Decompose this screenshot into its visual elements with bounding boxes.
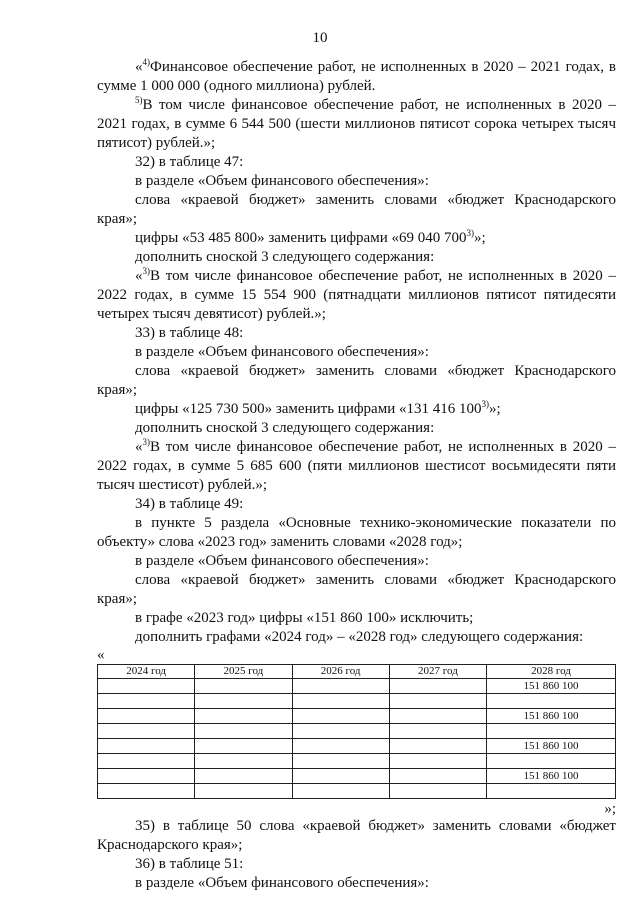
paragraph xyxy=(97,495,616,514)
table-cell xyxy=(98,769,195,784)
paragraph xyxy=(97,628,616,647)
paragraph xyxy=(97,324,616,343)
paragraph-text: слова «краевой бюджет» заменить словами «бюджет Краснодарского края»; xyxy=(97,572,616,607)
paragraph xyxy=(97,153,616,172)
table-cell xyxy=(292,754,389,769)
paragraph-text: В том числе финансовое обеспечение работ, не исполненных в 2020 – 2021 годах, в сумме 6 544 500 (шести миллионов пятисот сорока четырех тысяч пятисот) рублей.»; xyxy=(97,97,616,151)
table-cell xyxy=(98,709,195,724)
budget-years-table xyxy=(97,664,616,799)
paragraph xyxy=(97,438,616,495)
table-cell: 151 860 100 xyxy=(487,769,616,784)
paragraph-text: в разделе «Объем финансового обеспечения»: xyxy=(135,875,429,891)
paragraph xyxy=(97,362,616,400)
paragraph xyxy=(97,571,616,609)
table-cell xyxy=(389,694,486,709)
table-cell xyxy=(195,784,292,799)
footnote-marker: 3) xyxy=(142,437,150,447)
table-cell xyxy=(98,754,195,769)
column-header: 2027 год xyxy=(389,665,486,679)
paragraph-text: 32) в таблице 47: xyxy=(135,154,244,170)
table-cell xyxy=(195,709,292,724)
paragraph xyxy=(97,855,616,874)
table-row xyxy=(98,679,616,694)
table-cell xyxy=(292,724,389,739)
table-row xyxy=(98,769,616,784)
paragraph xyxy=(97,172,616,191)
paragraph xyxy=(97,514,616,552)
footnote-marker: 3) xyxy=(466,228,474,238)
table-cell xyxy=(389,769,486,784)
paragraph-text: в разделе «Объем финансового обеспечения»: xyxy=(135,173,429,189)
open-quote: « xyxy=(135,268,143,284)
table-cell xyxy=(292,679,389,694)
table-cell xyxy=(195,724,292,739)
column-header: 2026 год xyxy=(292,665,389,679)
column-header: 2024 год xyxy=(98,665,195,679)
table-cell xyxy=(389,739,486,754)
paragraph-text: в разделе «Объем финансового обеспечения»: xyxy=(135,344,429,360)
paragraph xyxy=(97,191,616,229)
paragraph xyxy=(97,552,616,571)
paragraph xyxy=(97,96,616,153)
table-row xyxy=(98,724,616,739)
column-header: 2025 год xyxy=(195,665,292,679)
table-cell xyxy=(292,694,389,709)
amendments-top xyxy=(97,58,616,647)
paragraph-text: в графе «2023 год» цифры «151 860 100» исключить; xyxy=(135,610,474,626)
paragraph-text: цифры «125 730 500» заменить цифрами «131 416 100 xyxy=(135,401,482,417)
table-cell xyxy=(195,679,292,694)
table-row xyxy=(98,694,616,709)
page-number: 10 xyxy=(312,30,328,46)
paragraph-text: »; xyxy=(489,401,501,417)
paragraph-text: 33) в таблице 48: xyxy=(135,325,244,341)
paragraph xyxy=(97,609,616,628)
table-cell xyxy=(98,784,195,799)
table-cell xyxy=(98,724,195,739)
table-cell xyxy=(487,754,616,769)
table-row xyxy=(98,739,616,754)
table-cell: 151 860 100 xyxy=(487,679,616,694)
amendments-bottom xyxy=(97,817,616,893)
column-header: 2028 год xyxy=(487,665,616,679)
paragraph-text: »; xyxy=(474,230,486,246)
table-close-quote: »; xyxy=(604,801,616,817)
paragraph-text: В том числе финансовое обеспечение работ, не исполненных в 2020 – 2022 годах, в сумме 15 554 900 (пятнадцати миллионов пятисот пятидесяти четырех тысяч девятисот) рублей.»; xyxy=(97,268,616,322)
table-cell xyxy=(389,679,486,694)
table-row xyxy=(98,754,616,769)
paragraph-text: 36) в таблице 51: xyxy=(135,856,244,872)
paragraph-text: цифры «53 485 800» заменить цифрами «69 040 700 xyxy=(135,230,467,246)
paragraph-text: слова «краевой бюджет» заменить словами «бюджет Краснодарского края»; xyxy=(97,192,616,227)
table-open-quote: « xyxy=(97,647,105,663)
paragraph-text: Финансовое обеспечение работ, не исполненных в 2020 – 2021 годах, в сумме 1 000 000 (одного миллиона) рублей. xyxy=(97,59,616,94)
table-cell xyxy=(389,784,486,799)
table-cell xyxy=(389,724,486,739)
document-body xyxy=(97,58,616,893)
footnote-marker: 5) xyxy=(135,95,143,105)
table-cell xyxy=(487,694,616,709)
paragraph xyxy=(97,229,616,248)
footnote-marker: 4) xyxy=(142,57,150,67)
paragraph-text: в пункте 5 раздела «Основные технико-экономические показатели по объекту» слова «2023 год» заменить словами «2028 год»; xyxy=(97,515,616,550)
table-cell xyxy=(98,694,195,709)
paragraph xyxy=(97,58,616,96)
table-row xyxy=(98,709,616,724)
paragraph xyxy=(97,343,616,362)
paragraph-text: 34) в таблице 49: xyxy=(135,496,244,512)
table-cell xyxy=(292,739,389,754)
open-quote: « xyxy=(135,59,143,75)
footnote-marker: 3) xyxy=(481,399,489,409)
table-cell xyxy=(292,769,389,784)
table-header-row xyxy=(98,665,616,679)
paragraph xyxy=(97,817,616,855)
table-cell xyxy=(389,754,486,769)
table-cell xyxy=(487,784,616,799)
open-quote: « xyxy=(135,439,143,455)
paragraph-text: в разделе «Объем финансового обеспечения»: xyxy=(135,553,429,569)
table-cell xyxy=(98,739,195,754)
table-cell xyxy=(487,724,616,739)
inserted-table-block xyxy=(97,647,616,817)
table-cell xyxy=(292,784,389,799)
table-cell: 151 860 100 xyxy=(487,709,616,724)
table-cell xyxy=(389,709,486,724)
table-cell xyxy=(195,739,292,754)
paragraph xyxy=(97,419,616,438)
table-cell xyxy=(195,694,292,709)
paragraph-text: 35) в таблице 50 слова «краевой бюджет» заменить словами «бюджет Краснодарского края»; xyxy=(97,818,616,853)
table-row xyxy=(98,784,616,799)
table-cell xyxy=(292,709,389,724)
paragraph xyxy=(97,400,616,419)
paragraph-text: дополнить сноской 3 следующего содержания: xyxy=(135,420,435,436)
paragraph xyxy=(97,267,616,324)
table-cell xyxy=(98,679,195,694)
table-cell xyxy=(195,769,292,784)
paragraph xyxy=(97,248,616,267)
table-cell xyxy=(195,754,292,769)
paragraph xyxy=(97,874,616,893)
table-cell: 151 860 100 xyxy=(487,739,616,754)
paragraph-text: В том числе финансовое обеспечение работ, не исполненных в 2020 – 2022 годах, в сумме 5 685 600 (пяти миллионов шестисот восьмидесяти пяти тысяч шестисот) рублей.»; xyxy=(97,439,616,493)
paragraph-text: слова «краевой бюджет» заменить словами «бюджет Краснодарского края»; xyxy=(97,363,616,398)
footnote-marker: 3) xyxy=(142,266,150,276)
paragraph-text: дополнить графами «2024 год» – «2028 год» следующего содержания: xyxy=(135,629,584,645)
paragraph-text: дополнить сноской 3 следующего содержания: xyxy=(135,249,435,265)
